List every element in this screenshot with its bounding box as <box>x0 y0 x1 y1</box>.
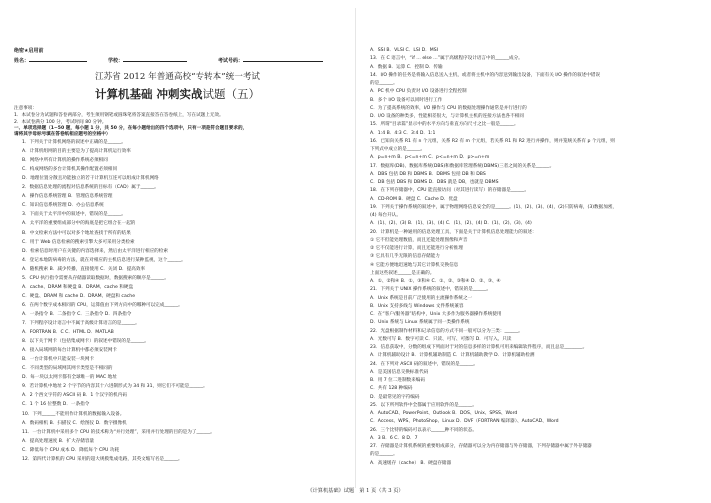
note-line: 注意事项： <box>14 106 37 111</box>
section-line: 一、单项选择题（1~50 题，每小题 1 分，共 50 分，在每小题给出的四个选项中，只有一项是符合题目要求的， <box>14 126 248 131</box>
question-line: A．SSI B．VLSI C．LSI D．MSI <box>370 48 439 53</box>
question-line: A．PC 机中 CPU 负责对 I/O 设备进行全程控制 <box>370 89 467 95</box>
note-line: 1．本试卷分为试题和答卷两部分，考生须用钢笔或圆珠笔将答案直接答在答卷纸上，写在试题上无效。 <box>14 112 224 118</box>
question-line: C．用于 Web 信息检索的搜索引擎大多可采用分类检索 <box>22 239 135 245</box>
question-line: D．I/O 设备的种类多，性能相差很大，与计算机主机的连接方法也各不相同 <box>370 114 524 119</box>
subtitle-subject: 计算机基础 <box>94 87 157 101</box>
question-line: 17．数据库(DB)、数据库系统(DBS)和数据库管理系统(DBMS)三者之间的关系是______。 <box>370 163 555 169</box>
question-line: A．2 个西文字符的 ASCII 码 B．1 个汉字的机内码 <box>22 393 127 399</box>
question-line: D．是最常见的字符编码 <box>370 394 420 400</box>
question-line: C．在“客户/服务器”结构中，Unix 大多作为服务器操作系统使用 <box>370 312 502 317</box>
question-line: C．知识信息系统管理 D．办公信息系统 <box>22 203 104 209</box>
school-field <box>108 57 187 64</box>
question-line: A．计算机组网的目的主要是为了提高计算机运行效率 <box>22 149 131 155</box>
question-line: 14．I/O 操作的任务是将输入信息送入主机，或者将主机中的内容送到输出设备，下面有关 I/O 操作的叙述中错误 <box>370 72 600 78</box>
question-line: C．硬盘、DRAM 和 cache D．DRAM、硬盘和 cache <box>22 293 136 299</box>
question-line: 下列式中成立的是______。 <box>370 147 426 152</box>
question-line: 的是______。 <box>370 452 398 458</box>
note-line: 2．本试卷满分 100 分，考试时间 80 分钟。 <box>14 119 107 125</box>
question-line: 3．下面关于太平洋中的叙述中，错误的是______。 <box>22 212 126 218</box>
question-line: C．共有 128 种编码 <box>370 386 413 392</box>
question-line: C．DB 包括 DBS 和 DBMS D．DBS 就是 DB，也就是 DBMS <box>370 180 499 185</box>
question-line: B．用 7 位二进制数来编码 <box>370 378 425 383</box>
question-line: B．一台计算机中只能安装一块网卡 <box>22 357 95 363</box>
question-line: A．AutoCAD、PowerPoint、Outlook B．DOS、Unix、SPSS、Word <box>370 411 518 416</box>
school-label: 学校： <box>108 58 124 64</box>
name-label: 姓名： <box>14 58 30 64</box>
question-line: B．中文检索方法中可以对多个地址查找于所有的结果 <box>22 230 131 236</box>
question-line: B．多个 I/O 设备可以同时进行工作 <box>370 97 443 103</box>
question-line: 2．数据信息处理的流程对信息系统的目标有（CAD）属于______。 <box>22 185 159 191</box>
question-line: A．操作信息系统管理 B．管理信息系统管理 <box>22 194 113 200</box>
question-line: 19．下列关于操作系统的叙述中，属于物理网络信息安全的是______。(1)、(2)、(3)、(4)，(2)只防病毒，(3)数据加密， <box>370 204 618 210</box>
question-line: 21．下列关于 UNIX 操作系统的叙述中，错误的是______。 <box>370 287 492 293</box>
question-line: 27．存储器是计算机系统的重要组成部分，存储器可以分为内存储器与外存储器，下列存储器中属于外存储器 <box>370 444 592 449</box>
question-line: 18．在下列存储器中，CPU 能直接访问（对其进行读写）的存储器是______。 <box>370 188 530 194</box>
question-line: C．1 个 16 位整数 D．一条指令 <box>22 402 90 408</box>
question-line: C．Access、WPS、PhotoShop、Linux D．DVF（FORTRAN 编译器）、AutoCAD、Word <box>370 419 559 425</box>
name-blank <box>29 57 87 62</box>
question-line: A．随机搜索 B．减少传播，直接使用 C．关闭 D．提高效率 <box>22 266 146 272</box>
question-line: 上面这些叙述______是正确的。 <box>370 270 435 276</box>
question-line: A．1:4 B．4:3 C．3:4 D．1:1 <box>370 130 436 136</box>
question-line: A．FORTRAN B．C C．HTML D．MATLAB <box>22 330 114 336</box>
confidential-mark: 绝密★启用前 <box>14 48 44 54</box>
question-line: ③ 它具有几乎无限的信息存储能力 <box>370 254 440 260</box>
question-line: 15．所谓“目录篇”显示中的水平方向与垂直方向尺寸之比一般是______。 <box>370 122 519 128</box>
question-line: A．一条指令 B．二条指令 C．三条指令 D．四条指令 <box>22 311 132 317</box>
question-line: (4) 每台开认。 <box>370 213 401 218</box>
name-field <box>14 57 87 64</box>
subtitle-emphasis: 冲刺实战 <box>156 87 203 101</box>
subtitle-suffix: 试题（五） <box>202 87 260 101</box>
question-line: A．Unix 系统是目前广泛使用的主流操作系统之一 <box>370 295 473 301</box>
question-line: D．检索信息时用户在关键的内容选择来，然后由太平洋进行相应的检索 <box>22 248 168 254</box>
question-line: 16．已知向关系 R1 有 n 个元组，关系 R2 有 m 个元组，若关系 R1 和 R2 进行并操作，则并笼统关系有 p 个元组，则 <box>370 138 615 144</box>
question-line: 4．登记本地防病毒的方法，就在对相应的主机信息进行某种监视，这个______。 <box>22 257 186 263</box>
page-footer: 《计算机基础》试题 第 1 页（共 3 页） <box>307 488 404 494</box>
question-line: 10．下列______不能用作计算机的数据输入设备。 <box>22 411 125 417</box>
question-line: 13．在 C 语言中，“if … else …”属于高级程序设计语言中的______成分。 <box>370 56 523 62</box>
question-line: 9．若计算机中地址 2 个字节的内容其十六进制形式为 34 和 31，则它们不可能是______。 <box>22 384 208 390</box>
question-line: C．构成网络的多台计算机其操作配置必须相同 <box>22 167 118 173</box>
left-column <box>0 0 355 503</box>
question-line: 26．三个比特的编码可以表示______种不同的状态。 <box>370 427 477 433</box>
question-line: C．降低每个 CPU 成本 D．降低每个 CPU 功耗 <box>22 447 120 453</box>
question-line: A．3 B．6 C．8 D．7 <box>370 435 418 441</box>
question-line: A．数据 B．运算 C．控制 D．传输 <box>370 64 443 70</box>
question-line: C．不同类型的局域网其网卡类型是不相同的 <box>22 366 113 372</box>
question-line: 25．以下所列软件中全都属于应用软件的是______。 <box>370 402 477 408</box>
question-line: C．为了提高系统的效率，I/O 操作与 CPU 的数据处理操作通常是并行进行的 <box>370 105 527 111</box>
question-line: 6．在两个数字成本相同的 CPU，运算值由下列方向中的哪种可以完成______。 <box>22 302 183 308</box>
question-line: ① 它不但能处理数值，而且还能处理图像和声音 <box>370 237 468 243</box>
question-line: ② 它不仅能进行计算，而且还能进行分析推理 <box>370 246 463 251</box>
question-line: D．地理位置分散且功能独立的若干计算机互连可以组成计算机网络 <box>22 176 159 182</box>
question-line: D．每一块以太网卡都有全球唯一的 MAC 地址 <box>22 375 117 381</box>
question-line: A．计算机辅助设计 B．计算机辅助制造 C．计算机辅助教学 D．计算机辅助检测 <box>370 353 535 359</box>
question-line: 20．计算机是一种通用的信息处理工具，下面是关于计算机信息处理能力的叙述： <box>370 229 537 235</box>
question-line: A．(1)、(2)、(3) B．(1)、(3)、(4) C．(1)、(2)、(4) D．(1)、(2)、(3)、(4) <box>370 221 532 227</box>
question-line: A．CD-ROM B．硬盘 C．Cache D．优盘 <box>370 196 458 202</box>
question-line: A．高速缓存（cache） B．硬盘存储器 <box>370 460 452 466</box>
question-line: D．Unix 系统与 Linux 系统属于同一类操作系统 <box>370 320 470 326</box>
ticket-label: 考试号码： <box>218 58 244 64</box>
question-line: A．p=n+m B．p<=n+m C．p<=n+m D．p>=n+m <box>370 155 490 161</box>
ticket-field <box>218 57 323 64</box>
question-line: 5．CPU 执行指令需要从存储器读取数据时，数据搜索的顺序是______。 <box>22 275 169 281</box>
question-line: A．①、②和④ B．①、③和④ C．①、②、③和④ D．②、③、④ <box>370 279 501 284</box>
question-line: 12．第四代计算机的 CPU 采用的超大规模集成电路，其英文缩写名是______。 <box>22 456 183 462</box>
right-column <box>356 0 711 503</box>
question-line: 7．下列程序设计语言中不属于高级计算语言的是______。 <box>22 321 140 326</box>
question-line: B．Unix 支持多线与 Windows 文件系统兼容 <box>370 303 464 309</box>
ticket-blank <box>243 57 323 62</box>
question-line: 1．下列关于计算机网络的叙述中正确的是______。 <box>22 140 126 145</box>
question-line: A．光数可写 B．数字可读 C．只读、可写、可擦写 D．可写入、只读 <box>370 336 512 342</box>
question-line: 11．一台计算机中采用多个 CPU 的技术称为“并行处理”，采用并行处理的目的是为了______。 <box>22 429 215 435</box>
question-line: A．是美国信息交换标准代码 <box>370 369 429 375</box>
question-line: A．DBS 包括 DB 和 DBMS B．DBMS 包括 DB 和 DBS <box>370 171 486 177</box>
school-blank <box>123 57 187 62</box>
question-line: A．接入局域网的每台计算机中都必须安装网卡 <box>22 348 118 354</box>
question-line: 22．光盘根据制作材料和记录信息的方式不同一般可以分为三类：______。 <box>370 328 523 334</box>
section-line: 请将其字母标号填在答卷纸相应题号的空格中） <box>14 132 111 138</box>
exam-subtitle <box>0 86 355 102</box>
question-line: A．数码相机 B．扫描仪 C．绘图仪 D．数字摄像机 <box>22 420 127 426</box>
question-line: B．网络中所有计算机的操作系统必须相同 <box>22 158 108 164</box>
question-line: 8．以下关于网卡（包括集成网卡）的叙述中错误的是______。 <box>22 339 149 345</box>
exam-title: 江苏省 2012 年普通高校“专转本”统一考试 <box>94 72 261 82</box>
question-line: A．提高处理速度 B．扩大存储容量 <box>22 438 95 444</box>
question-line: A．太平洋的重要组成部分中的海底是把它组合在一起的 <box>22 221 136 227</box>
question-line: A．cache、DRAM 和硬盘 B．DRAM、cache 和硬盘 <box>22 284 134 290</box>
question-line: 的是______。 <box>370 81 398 86</box>
question-line: 23．信息获取中，分数的组成下列面对于对的信息多样的计算机可用来编辑软件程序，而且总是________。 <box>370 345 588 350</box>
question-line: ④ 它能方便地迅速地与其它计算机交换信息 <box>370 262 459 268</box>
question-line: 24．在下列对 ASCII 码的叙述中，错误的是______。 <box>370 361 479 367</box>
